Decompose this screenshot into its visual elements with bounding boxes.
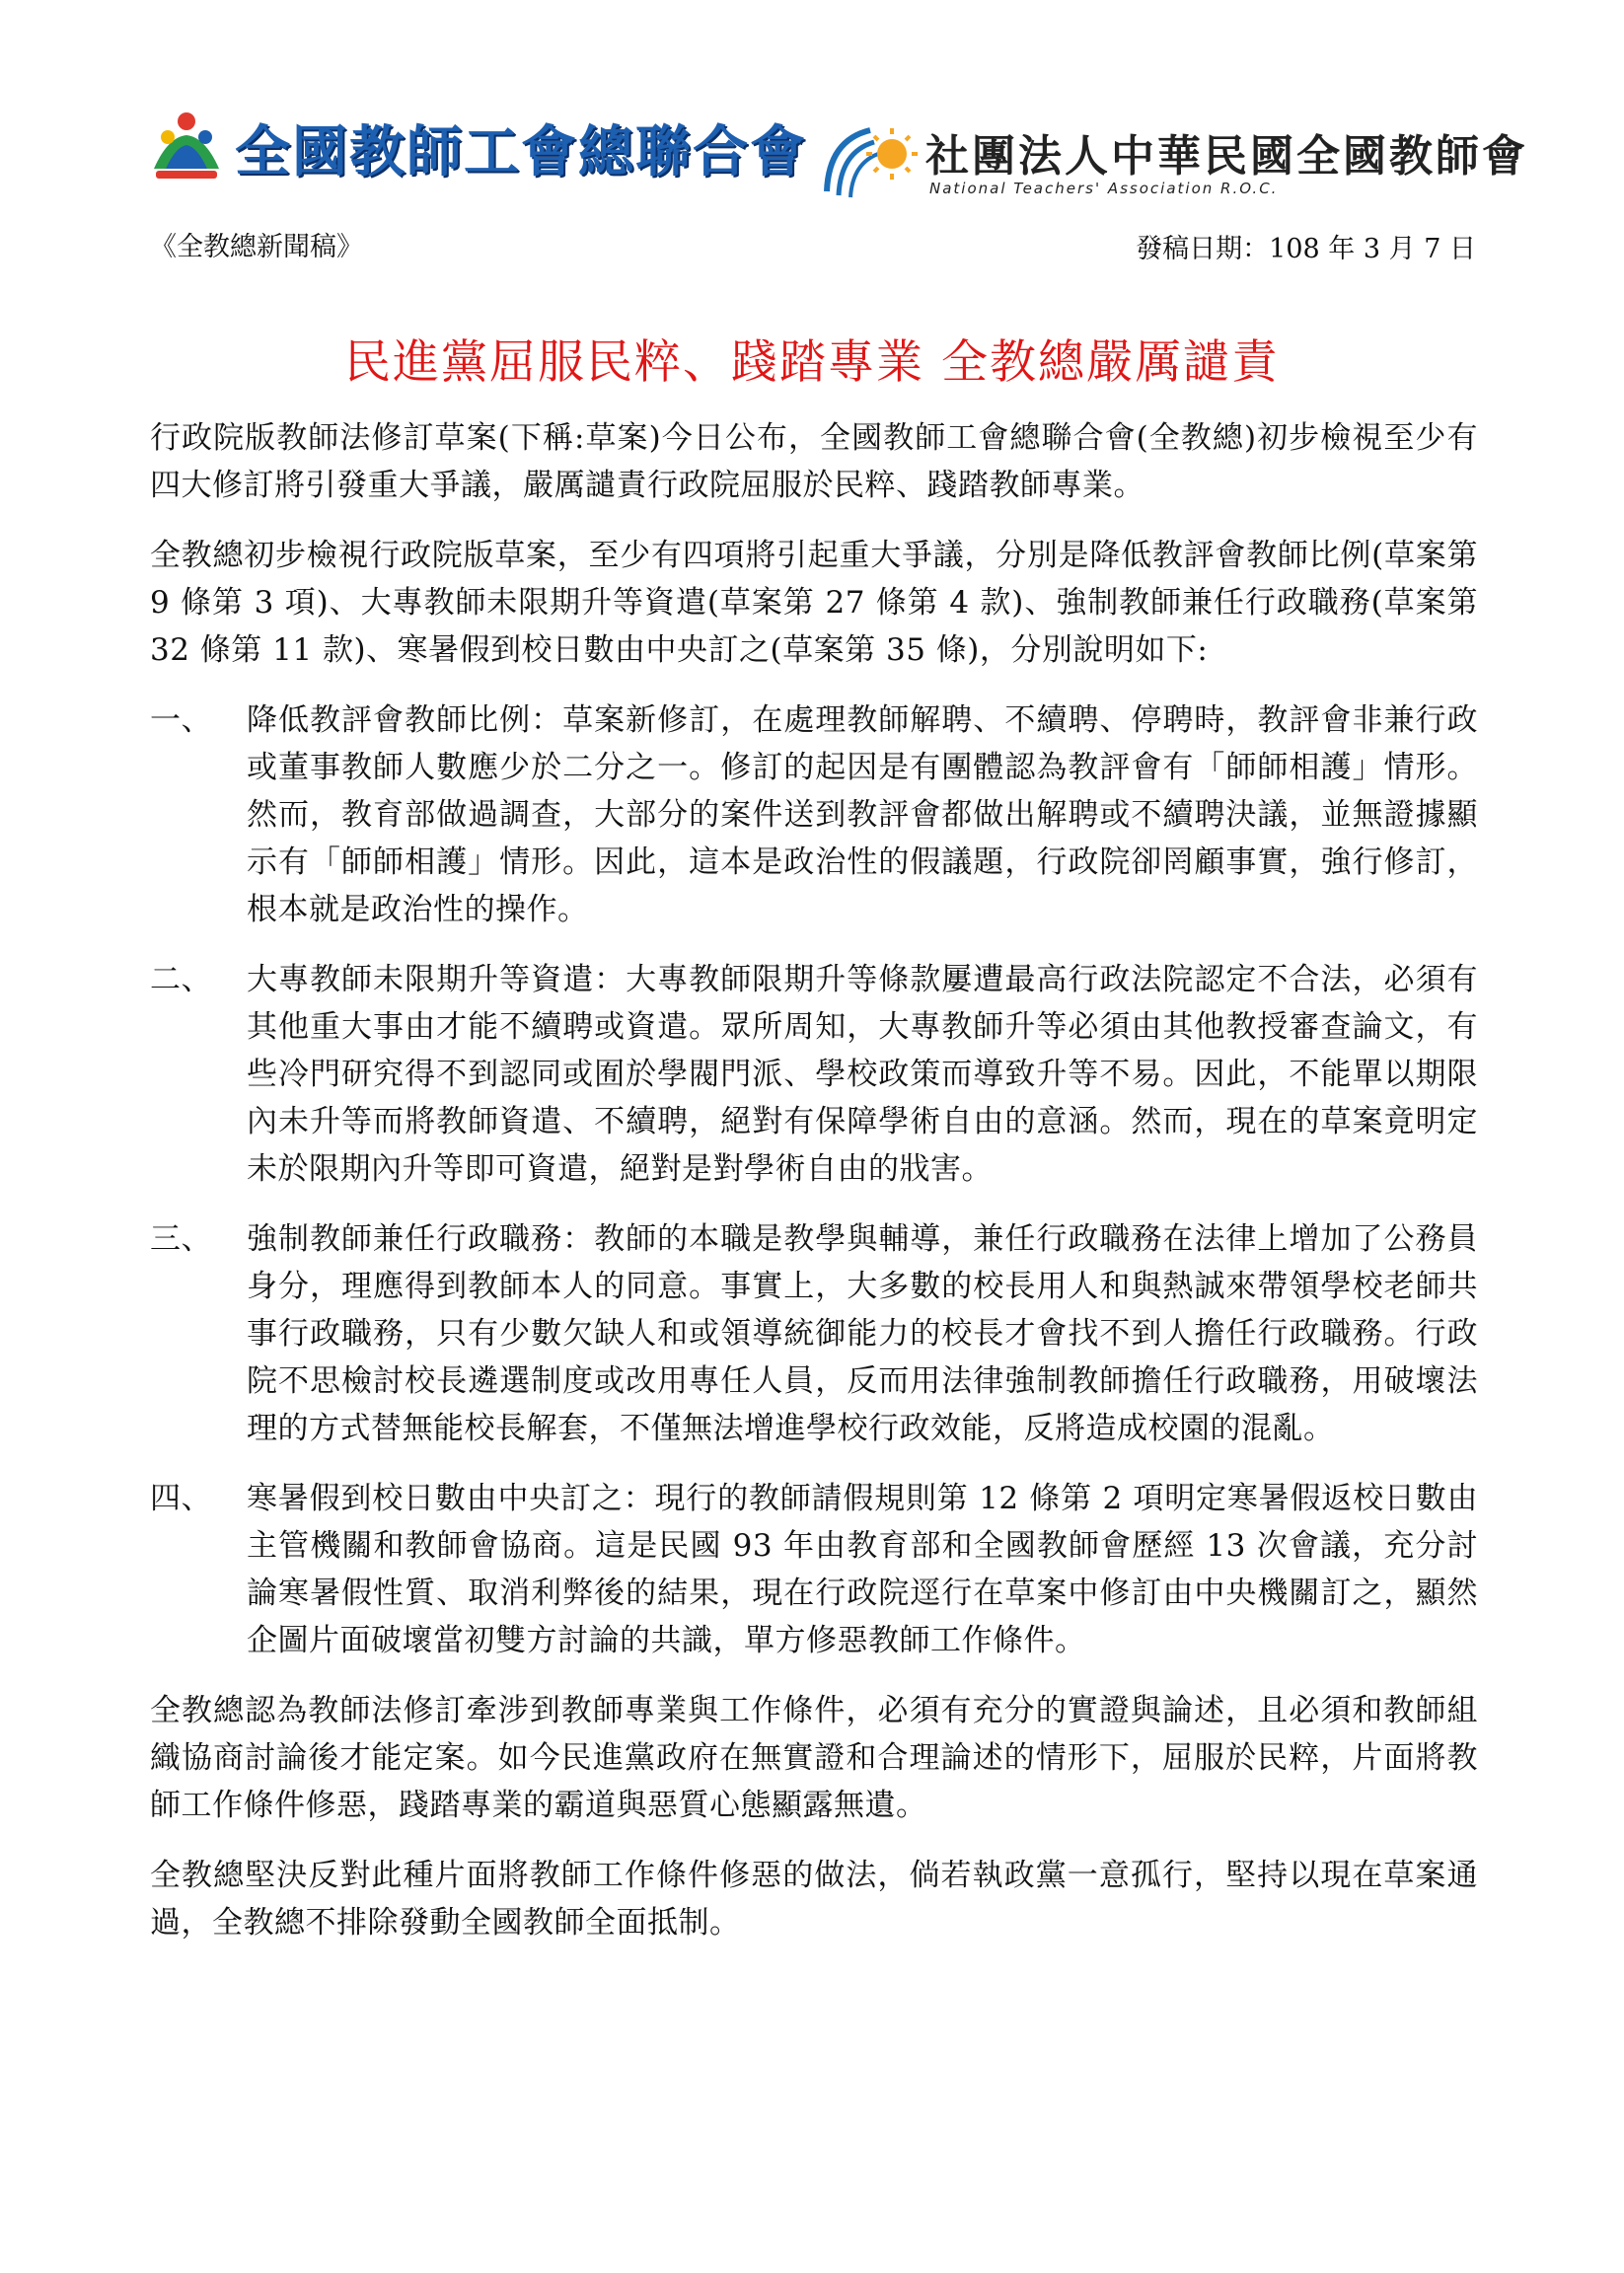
list-item-number: 三、 (150, 1221, 212, 1257)
list-item (150, 1475, 1478, 1664)
article-body (150, 414, 1478, 1969)
closing-paragraph: 全教總堅決反對此種片面將教師工作條件修惡的做法，倘若執政黨一意孤行，堅持以現在草案通過，全教總不排除發動全國教師全面抵制。 (150, 1858, 1478, 1941)
closing-paragraph: 全教總認為教師法修訂牽涉到教師專業與工作條件，必須有充分的實證與論述，且必須和教師組織協商討論後才能定案。如今民進黨政府在無實證和合理論述的情形下，屈服於民粹，片面將教師工作條件修惡，踐踏專業的霸道與惡質心態顯露無遺。 (150, 1693, 1478, 1823)
list-item-text: 大專教師未限期升等資遣：大專教師限期升等條款屢遭最高行政法院認定不合法，必須有其他重大事由才能不續聘或資遣。眾所周知，大專教師升等必須由其他教授審查論文，有些冷門研究得不到認同或囿於學閥門派、學校政策而導致升等不易。因此，不能單以期限內未升等而將教師資遣、不續聘，絕對有保障學術自由的意涵。然而，現在的草案竟明定未於限期內升等即可資遣，絕對是對學術自由的戕害。 (247, 962, 1478, 1187)
intro-paragraph: 行政院版教師法修訂草案(下稱:草案)今日公布，全國教師工會總聯合會(全教總)初步檢視至少有四大修訂將引發重大爭議，嚴厲譴責行政院屈服於民粹、踐踏教師專業。 (150, 420, 1478, 503)
sun-emblem-icon (819, 110, 927, 209)
union-name: 全國教師工會總聯合會 (235, 120, 807, 184)
list-item (150, 697, 1478, 933)
list-item-text: 降低教評會教師比例：草案新修訂，在處理教師解聘、不續聘、停聘時，教評會非兼行政或董事教師人數應少於二分之一。修訂的起因是有團體認為教評會有「師師相護」情形。然而，教育部做過調查，大部分的案件送到教評會都做出解聘或不續聘決議，並無證據顯示有「師師相護」情形。因此，這本是政治性的假議題，行政院卻罔顧事實，強行修訂，根本就是政治性的操作。 (247, 702, 1478, 927)
teacher-union-logo-icon (146, 108, 227, 188)
association-logo (819, 110, 1528, 209)
headline: 民進黨屈服民粹、踐踏專業 全教總嚴厲譴責 (344, 335, 1280, 390)
list-item-number: 四、 (150, 1481, 212, 1516)
list-item-number: 一、 (150, 702, 212, 738)
list-item (150, 1215, 1478, 1452)
list-item-number: 二、 (150, 962, 212, 997)
list-item (150, 956, 1478, 1193)
list-item-text: 強制教師兼任行政職務：教師的本職是教學與輔導，兼任行政職務在法律上增加了公務員身分，理應得到教師本人的同意。事實上，大多數的校長用人和與熱誠來帶領學校老師共事行政職務，只有少數欠缺人和或領導統御能力的校長才會找不到人擔任行政職務。行政院不思檢討校長遴選制度或改用專任人員，反而用法律強制教師擔任行政職務，用破壞法理的方式替無能校長解套，不僅無法增進學校行政效能，反將造成校園的混亂。 (247, 1221, 1478, 1446)
list-item-text: 寒暑假到校日數由中央訂之：現行的教師請假規則第 12 條第 2 項明定寒暑假返校日數由主管機關和教師會協商。這是民國 93 年由教育部和全國教師會歷經 13 次會議，充分討論寒暑假性質、取消利弊後的結果，現在行政院逕行在草案中修訂由中央機關訂之，顯然企圖片面破壞當初雙方討論的共識，單方修惡教師工作條件。 (247, 1481, 1478, 1658)
union-logo (146, 107, 807, 189)
association-name-en: National Teachers' Association R.O.C. (929, 180, 1279, 197)
release-date: 發稿日期：108 年 3 月 7 日 (1136, 234, 1476, 264)
document-type-label: 《全教總新聞稿》 (150, 232, 363, 262)
association-name: 社團法人中華民國全國教師會 (925, 131, 1528, 182)
intro-paragraph: 全教總初步檢視行政院版草案，至少有四項將引起重大爭議，分別是降低教評會教師比例(草案第 9 條第 3 項)、大專教師未限期升等資遣(草案第 27 條第 4 款)、強制教師兼任行政職務(草案第 32 條第 11 款)、寒暑假到校日數由中央訂之(草案第 35 條)，分別說明如下: (150, 538, 1478, 668)
